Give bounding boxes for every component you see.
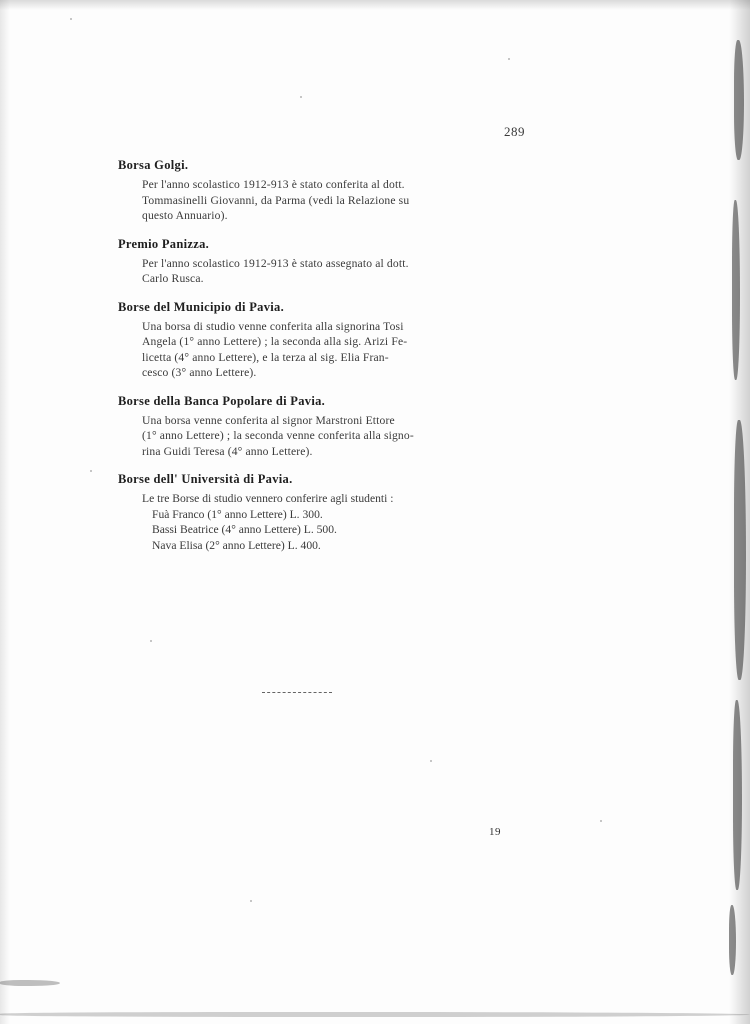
scan-top-artifact — [0, 0, 750, 10]
section-borsa-golgi — [118, 158, 538, 224]
section-heading: Borse della Banca Popolare di Pavia. — [118, 393, 326, 408]
section-heading: Borse dell' Università di Pavia. — [118, 472, 293, 486]
scan-blotch — [0, 980, 60, 986]
list-item: Fuà Franco (1° anno Lettere) L. 300. — [152, 507, 323, 521]
section-premio-panizza — [118, 237, 538, 287]
section-heading: Premio Panizza. — [118, 236, 210, 251]
scan-blotch — [733, 700, 742, 890]
scan-speck — [90, 470, 92, 472]
scan-speck — [250, 900, 252, 902]
section-paragraph — [142, 256, 538, 287]
paragraph-line: Tommasinelli Giovanni, da Parma (vedi la Relazione su — [142, 193, 410, 207]
paragraph-line: licetta (4° anno Lettere), e la terza al sig. Elia Fran- — [142, 350, 389, 364]
paragraph-line: Una borsa venne conferita al signor Marstroni Ettore — [142, 413, 395, 427]
scan-blotch — [732, 200, 740, 380]
folio-number: 19 — [489, 826, 501, 838]
paragraph-line: Angela (1° anno Lettere) ; la seconda alla sig. Arizi Fe- — [142, 335, 408, 348]
section-heading: Borsa Golgi. — [118, 158, 189, 172]
paragraph-line: cesco (3° anno Lettere). — [142, 366, 257, 379]
scan-blotch — [0, 1012, 750, 1017]
section-borse-municipio-pavia — [118, 300, 538, 381]
document-body — [118, 158, 538, 566]
paragraph-line: questo Annuario). — [142, 209, 228, 222]
paragraph-line: rina Guidi Teresa (4° anno Lettere). — [142, 444, 313, 458]
list-item: Nava Elisa (2° anno Lettere) L. 400. — [152, 538, 321, 552]
section-borse-banca-popolare-pavia — [118, 394, 538, 460]
paragraph-line: Carlo Rusca. — [142, 272, 204, 285]
section-paragraph — [142, 177, 538, 224]
paragraph-line: Per l'anno scolastico 1912-913 è stato assegnato al dott. — [142, 256, 409, 270]
section-divider-rule — [262, 692, 332, 693]
paragraph-line: Per l'anno scolastico 1912-913 è stato conferita al dott. — [142, 178, 405, 191]
scan-speck — [150, 640, 152, 642]
section-heading: Borse del Municipio di Pavia. — [118, 299, 284, 314]
scan-blotch — [729, 905, 736, 975]
section-borse-universita-pavia — [118, 472, 538, 553]
scan-blotch — [734, 40, 744, 160]
paragraph-line: (1° anno Lettere) ; la seconda venne conferita alla signo- — [142, 429, 414, 442]
scan-speck — [600, 820, 602, 822]
page-number: 289 — [504, 124, 525, 139]
scan-speck — [508, 58, 510, 60]
paragraph-line: Le tre Borse di studio vennero conferire agli studenti : — [142, 492, 394, 505]
section-paragraph — [142, 319, 538, 381]
scan-speck — [430, 760, 432, 762]
section-paragraph — [142, 413, 538, 460]
scan-speck — [300, 96, 302, 98]
paragraph-line: Una borsa di studio venne conferita alla signorina Tosi — [142, 319, 404, 333]
scan-left-edge-artifact — [0, 0, 14, 1024]
list-item: Bassi Beatrice (4° anno Lettere) L. 500. — [152, 523, 337, 536]
scan-speck — [70, 18, 72, 20]
